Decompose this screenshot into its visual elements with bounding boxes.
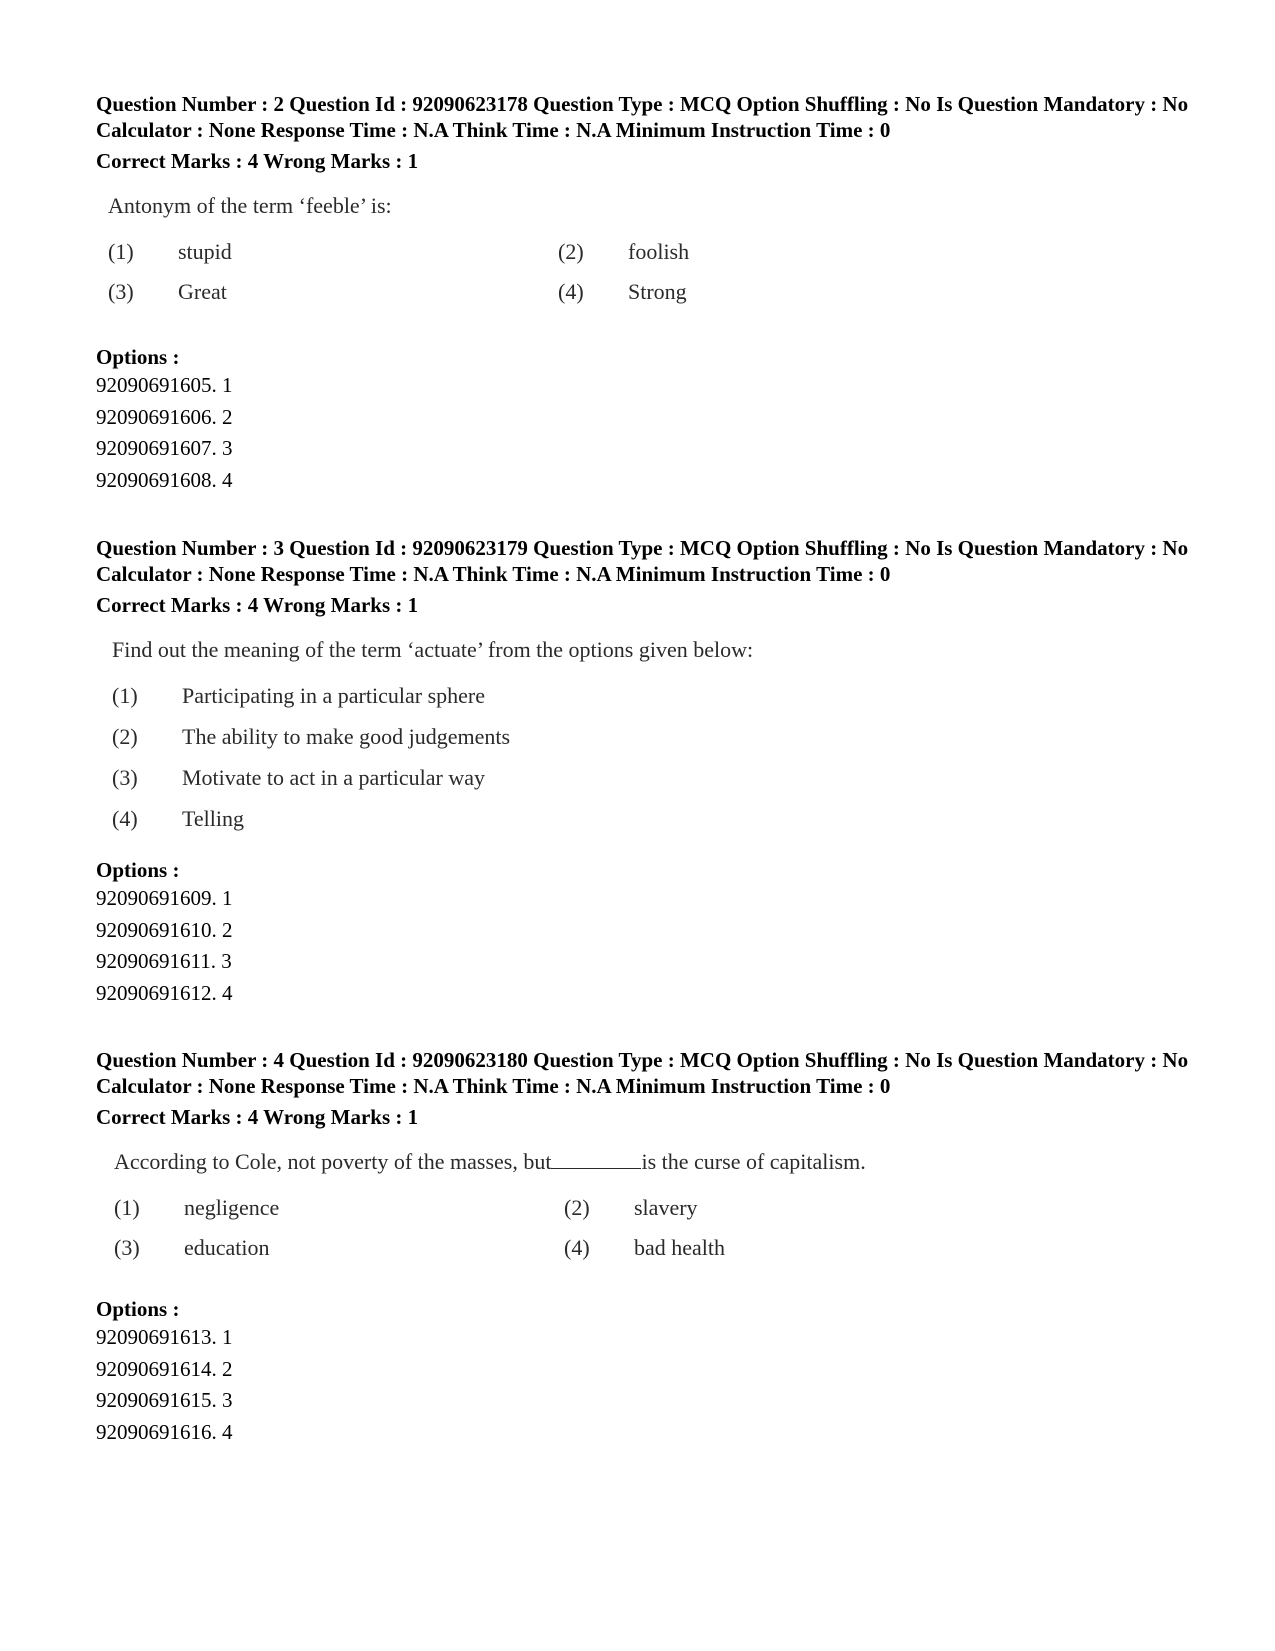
stem-text-after-blank: is the curse of capitalism. [641,1149,866,1174]
choice-number: (3) [112,765,138,790]
choice-item [564,1234,1014,1262]
choice-item [114,1194,564,1222]
choice-item [114,1234,564,1262]
options-label: Options : [96,1297,180,1321]
choice-number: (3) [108,279,134,304]
option-row: 92090691614. 2 [96,1356,233,1381]
choice-text: foolish [628,239,690,264]
choice-number: (1) [114,1195,140,1220]
choice-item [112,682,1196,710]
options-section [96,1296,1196,1448]
choice-number: (4) [558,279,584,304]
question-marks: Correct Marks : 4 Wrong Marks : 1 [96,1105,419,1129]
question-block-3 [96,535,1196,1009]
choice-number: (1) [112,683,138,708]
choice-text: Motivate to act in a particular way [182,765,485,790]
question-block-2 [96,91,1196,496]
choice-item [558,238,1008,266]
option-row: 92090691605. 1 [96,373,233,397]
choice-number: (3) [114,1235,140,1260]
question-stem [114,1148,1196,1176]
option-row: 92090691610. 2 [96,917,233,942]
option-row: 92090691607. 3 [96,436,233,460]
choice-item [112,764,1196,792]
choice-number: (2) [112,724,138,749]
option-row: 92090691608. 4 [96,467,233,492]
question-marks: Correct Marks : 4 Wrong Marks : 1 [96,149,419,173]
question-block-4 [96,1047,1196,1448]
choice-item [112,805,1196,833]
question-stem: Antonym of the term ‘feeble’ is: [108,193,392,218]
question-meta: Question Number : 2 Question Id : 92090623178 Question Type : MCQ Option Shuffling : No Is Question Mandatory : No Calculator : None Response Time : N.A Think Time : N.A Minimum Instruction Time : 0 [96,92,1189,142]
option-row: 92090691615. 3 [96,1388,233,1412]
option-row: 92090691609. 1 [96,886,233,910]
choice-number: (2) [558,239,584,264]
question-meta: Question Number : 3 Question Id : 92090623179 Question Type : MCQ Option Shuffling : No Is Question Mandatory : No Calculator : None Response Time : N.A Think Time : N.A Minimum Instruction Time : 0 [96,536,1189,586]
choice-text: Great [178,279,227,304]
choice-text: Telling [182,806,245,831]
choice-text: stupid [178,239,232,264]
choice-item [112,723,1196,751]
choice-item [564,1194,1014,1222]
options-section [96,344,1196,496]
choice-number: (2) [564,1195,590,1220]
option-row: 92090691612. 4 [96,980,233,1005]
choice-item [558,278,1008,306]
fill-in-blank [551,1148,641,1169]
answer-choices [114,1194,1196,1262]
answer-choices [108,238,1196,306]
choice-text: Strong [628,279,687,304]
choice-text: slavery [634,1195,698,1220]
choice-item [108,278,558,306]
choice-number: (4) [564,1235,590,1260]
choice-text: education [184,1235,270,1260]
choice-number: (4) [112,806,138,831]
option-row: 92090691616. 4 [96,1419,233,1444]
option-row: 92090691606. 2 [96,404,233,429]
option-row: 92090691611. 3 [96,949,232,973]
question-meta: Question Number : 4 Question Id : 92090623180 Question Type : MCQ Option Shuffling : No Is Question Mandatory : No Calculator : None Response Time : N.A Think Time : N.A Minimum Instruction Time : 0 [96,1048,1189,1098]
choice-text: The ability to make good judgements [182,724,511,749]
choice-item [108,238,558,266]
question-marks: Correct Marks : 4 Wrong Marks : 1 [96,593,419,617]
options-section [96,857,1196,1009]
options-label: Options : [96,345,180,369]
choice-text: bad health [634,1235,726,1260]
option-row: 92090691613. 1 [96,1325,233,1349]
choice-text: negligence [184,1195,280,1220]
stem-text-before-blank: According to Cole, not poverty of the masses, but [114,1149,552,1174]
question-stem: Find out the meaning of the term ‘actuate’ from the options given below: [112,637,754,662]
choice-number: (1) [108,239,134,264]
answer-choices [112,682,1196,833]
options-label: Options : [96,858,180,882]
choice-text: Participating in a particular sphere [182,683,485,708]
